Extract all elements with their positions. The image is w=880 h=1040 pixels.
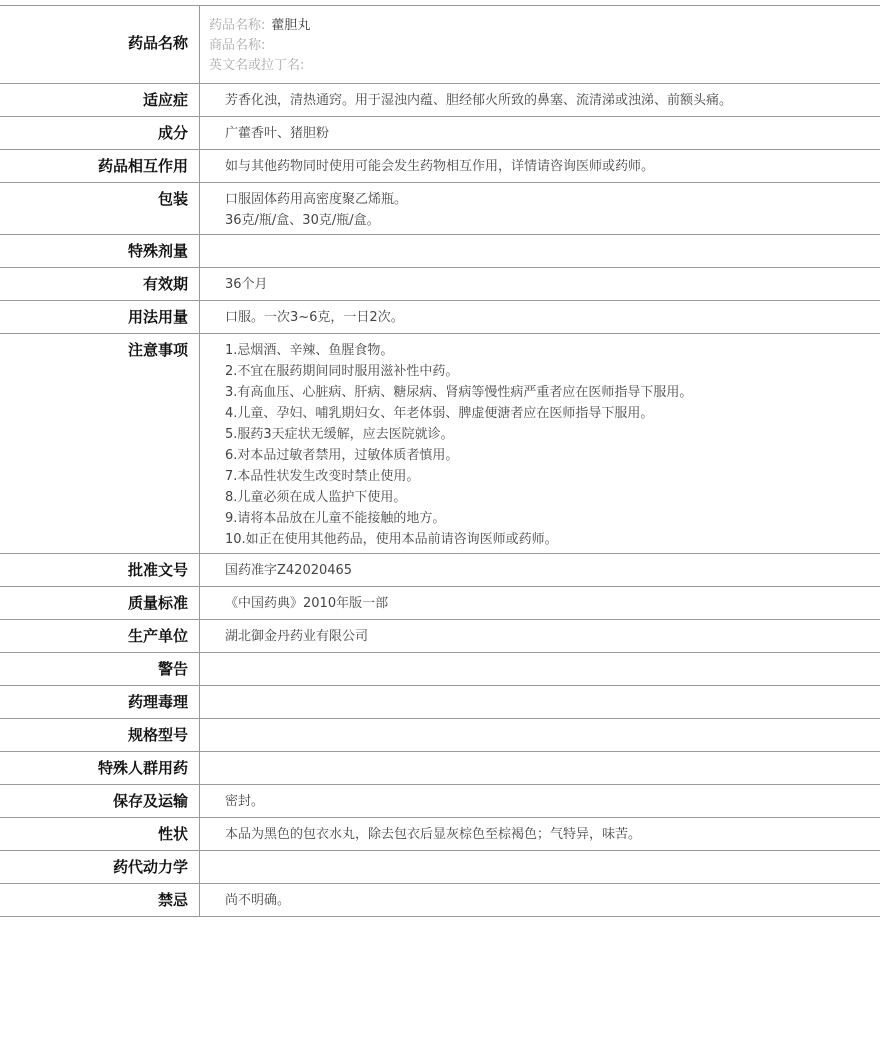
row-pharmacokinetics	[0, 851, 880, 884]
row-special-dose	[0, 235, 880, 268]
row-value	[200, 752, 880, 784]
row-label: 适应症	[0, 84, 200, 116]
precaution-item: 8.儿童必须在成人监护下使用。	[225, 490, 407, 505]
generic-name-key: 药品名称:	[209, 18, 266, 33]
row-manufacturer	[0, 620, 880, 653]
row-value: 国药准字Z42020465	[225, 563, 353, 578]
generic-name-value: 藿胆丸	[271, 18, 311, 33]
row-value: 广藿香叶、猪胆粉	[225, 126, 330, 141]
row-quality-standard	[0, 587, 880, 620]
row-value	[200, 235, 880, 267]
row-value	[200, 183, 880, 234]
row-value: 36个月	[225, 277, 268, 292]
package-line: 36克/瓶/盒、30克/瓶/盒。	[225, 213, 380, 228]
precaution-item: 6.对本品过敏者禁用，过敏体质者慎用。	[225, 448, 459, 463]
row-value: 芳香化浊，清热通窍。用于湿浊内蕴、胆经郁火所致的鼻塞、流清涕或浊涕、前额头痛。	[225, 93, 733, 108]
row-label: 性状	[0, 818, 200, 850]
row-value	[200, 719, 880, 751]
row-storage	[0, 785, 880, 818]
row-drug-name	[0, 6, 880, 84]
precaution-item: 1.忌烟酒、辛辣、鱼腥食物。	[225, 343, 394, 358]
row-value: 尚不明确。	[225, 893, 291, 908]
row-precautions	[0, 334, 880, 554]
row-approval-number	[0, 554, 880, 587]
precaution-item: 5.服药3天症状无缓解，应去医院就诊。	[225, 427, 454, 442]
row-label: 成分	[0, 117, 200, 149]
row-value	[200, 851, 880, 883]
row-value: 如与其他药物同时使用可能会发生药物相互作用，详情请咨询医师或药师。	[225, 159, 655, 174]
row-value: 湖北御金丹药业有限公司	[225, 629, 369, 644]
row-label: 特殊人群用药	[0, 752, 200, 784]
row-specification	[0, 719, 880, 752]
row-value	[200, 686, 880, 718]
row-value	[200, 653, 880, 685]
row-label: 药理毒理	[0, 686, 200, 718]
row-label: 用法用量	[0, 301, 200, 333]
row-warning	[0, 653, 880, 686]
precaution-item: 4.儿童、孕妇、哺乳期妇女、年老体弱、脾虚便溏者应在医师指导下服用。	[225, 406, 654, 421]
row-value: 《中国药典》2010年版一部	[225, 596, 389, 611]
row-value: 密封。	[225, 794, 265, 809]
row-label: 药品相互作用	[0, 150, 200, 182]
row-usage	[0, 301, 880, 334]
precaution-item: 9.请将本品放在儿童不能接触的地方。	[225, 511, 446, 526]
row-label: 保存及运输	[0, 785, 200, 817]
row-label: 有效期	[0, 268, 200, 300]
row-shelf-life	[0, 268, 880, 301]
name-details	[200, 6, 880, 83]
trade-name-key: 商品名称:	[209, 38, 266, 53]
precaution-item: 10.如正在使用其他药品，使用本品前请咨询医师或药师。	[225, 532, 558, 547]
row-label: 特殊剂量	[0, 235, 200, 267]
row-value: 本品为黑色的包衣水丸，除去包衣后显灰棕色至棕褐色；气特异，味苦。	[225, 827, 642, 842]
row-ingredients	[0, 117, 880, 150]
row-pharmacology	[0, 686, 880, 719]
row-label: 批准文号	[0, 554, 200, 586]
row-label: 生产单位	[0, 620, 200, 652]
row-indication	[0, 84, 880, 117]
row-label: 药代动力学	[0, 851, 200, 883]
row-label: 质量标准	[0, 587, 200, 619]
row-label: 药品名称	[0, 6, 200, 83]
row-label: 注意事项	[0, 334, 200, 553]
row-special-population	[0, 752, 880, 785]
row-label: 包装	[0, 183, 200, 234]
english-name-key: 英文名或拉丁名:	[209, 58, 305, 73]
row-contraindications	[0, 884, 880, 917]
drug-info-table	[0, 5, 880, 917]
precaution-item: 3.有高血压、心脏病、肝病、糖尿病、肾病等慢性病严重者应在医师指导下服用。	[225, 385, 693, 400]
row-value	[200, 334, 880, 553]
row-label: 警告	[0, 653, 200, 685]
row-label: 禁忌	[0, 884, 200, 916]
row-value: 口服。一次3~6克，一日2次。	[225, 310, 404, 325]
row-label: 规格型号	[0, 719, 200, 751]
row-package	[0, 183, 880, 235]
package-line: 口服固体药用高密度聚乙烯瓶。	[225, 192, 408, 207]
row-interactions	[0, 150, 880, 183]
precaution-item: 2.不宜在服药期间同时服用滋补性中药。	[225, 364, 459, 379]
precaution-item: 7.本品性状发生改变时禁止使用。	[225, 469, 420, 484]
row-appearance	[0, 818, 880, 851]
